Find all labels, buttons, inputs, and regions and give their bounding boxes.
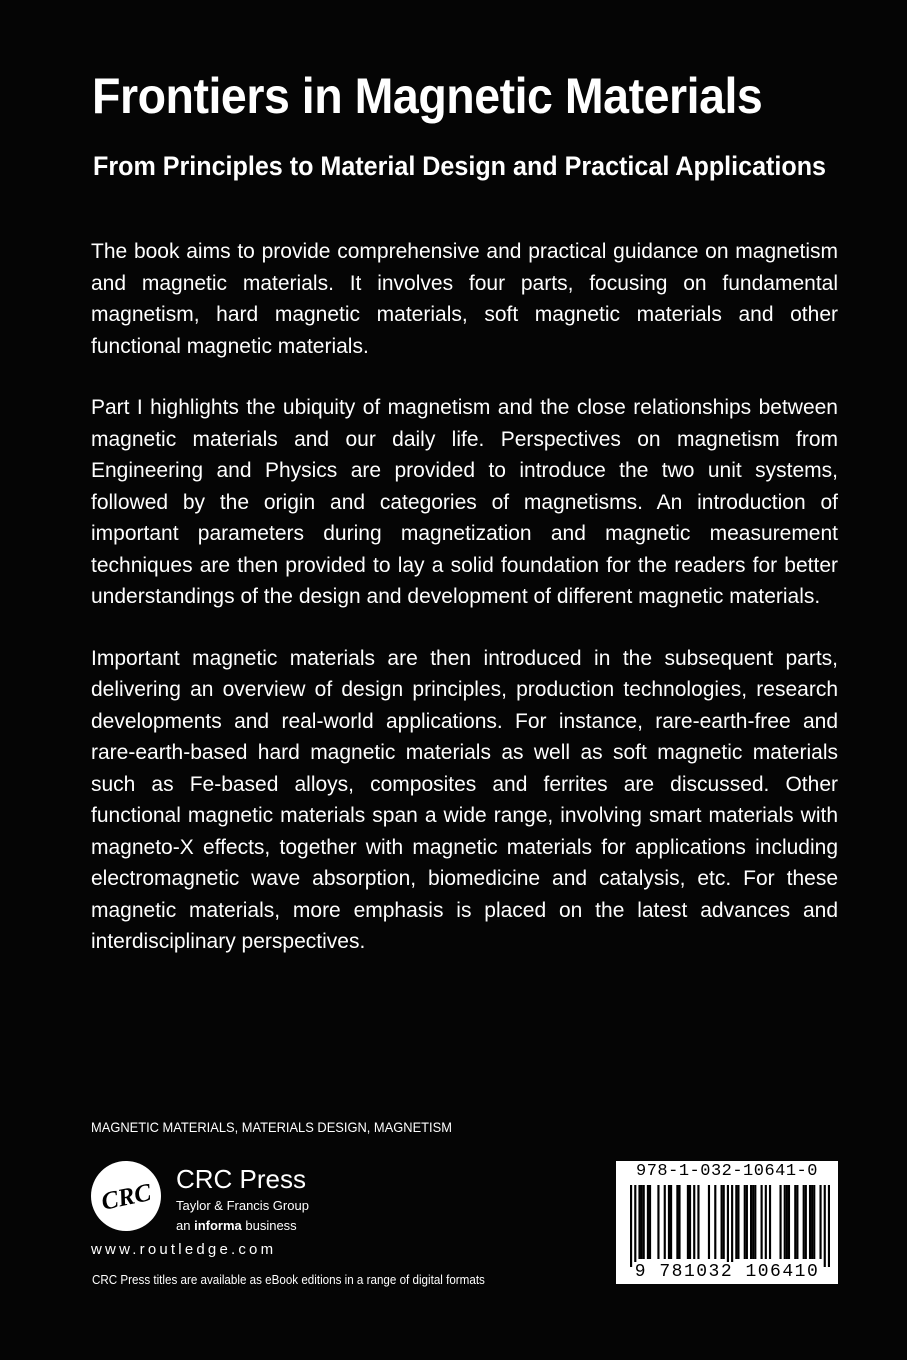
barcode-bar — [809, 1185, 811, 1259]
barcode-bar — [788, 1185, 790, 1259]
description-paragraph-1: The book aims to provide comprehensive and practical guidance on magnetism and magnetic materials. It involves four parts, focusing on fundamental magnetism, hard magnetic materials, soft magnetic materials and other functional magnetic materials. — [91, 240, 838, 358]
barcode-bar — [746, 1185, 748, 1259]
barcode-bar — [649, 1185, 651, 1259]
crc-logo-text: CRC — [99, 1179, 154, 1216]
barcode-bar — [689, 1185, 691, 1259]
publisher-website[interactable]: www.routledge.com — [91, 1241, 277, 1258]
book-subtitle: From Principles to Material Design and Practical Applications — [93, 151, 827, 181]
description-paragraph-2: Part I highlights the ubiquity of magnetism and the close relationships between magnetic materials and our daily life. Perspectives on magnetism from Engineering and Physics are provided to introduce the two unit systems, followed by the origin and categories of magnetisms. An introduction of important parameters during magnetization and magnetic measurement techniques are then provided to lay a solid foundation for the readers for better understandings of the design and development of different magnetic materials. — [91, 396, 838, 608]
barcode-bar — [786, 1185, 788, 1259]
publisher-business-line — [176, 1218, 297, 1234]
barcode-bar — [805, 1185, 807, 1259]
barcode-guard-bar — [731, 1185, 733, 1267]
isbn-hyphenated: 978-1-032-10641-0 — [636, 1162, 818, 1181]
barcode-bar — [676, 1185, 678, 1259]
barcode-guard-bar — [634, 1185, 636, 1267]
subject-keywords: MAGNETIC MATERIALS, MATERIALS DESIGN, MAGNETISM — [91, 1119, 452, 1135]
book-title: Frontiers in Magnetic Materials — [92, 68, 763, 124]
barcode-bar — [754, 1185, 756, 1259]
ean-digits-text: 9 781032 106410 — [634, 1262, 820, 1282]
barcode-guard-bar — [630, 1185, 632, 1267]
barcode-bar — [714, 1185, 716, 1259]
barcode-bar — [723, 1185, 725, 1259]
barcode-bar — [769, 1185, 771, 1259]
barcode-bar — [765, 1185, 767, 1259]
barcode-bar — [641, 1185, 643, 1259]
barcode-bar — [678, 1185, 680, 1259]
barcode-guard-bar — [727, 1185, 729, 1267]
barcode-bar — [687, 1185, 689, 1259]
barcode-bar — [803, 1185, 805, 1259]
barcode-bar — [735, 1185, 737, 1259]
barcode-bar — [721, 1185, 723, 1259]
barcode-bar — [796, 1185, 798, 1259]
barcode-bar — [819, 1185, 821, 1259]
barcode-guard-bar — [824, 1185, 826, 1267]
publisher-group: Taylor & Francis Group — [176, 1198, 309, 1213]
ean-digits — [616, 1262, 838, 1282]
barcode-bar — [708, 1185, 710, 1259]
barcode-bar — [670, 1185, 672, 1259]
description-paragraph-3: Important magnetic materials are then introduced in the subsequent parts, delivering an overview of design principles, production technologies, research developments and real-world applications. For instance, rare-earth-free and rare-earth-based hard magnetic materials as well as soft magnetic materials such as Fe-based alloys, composites and ferrites are discussed. Other functional magnetic materials span a wide range, involving smart materials with magneto-X effects, together with magnetic materials for applications including electromagnetic wave absorption, biomedicine and catalysis, etc. For these magnetic materials, more emphasis is placed on the latest advances and interdisciplinary perspectives. — [91, 646, 838, 953]
barcode-bar — [657, 1185, 659, 1259]
barcode-bar — [638, 1185, 640, 1259]
barcode-bar — [693, 1185, 695, 1259]
barcode-bar — [750, 1185, 752, 1259]
barcode-bar — [668, 1185, 670, 1259]
barcode-bar — [784, 1185, 786, 1259]
business-prefix: an — [176, 1218, 195, 1233]
barcode-bar — [664, 1185, 666, 1259]
isbn-barcode — [616, 1161, 838, 1284]
barcode-bar — [752, 1185, 754, 1259]
ebook-availability-note: CRC Press titles are available as eBook editions in a range of digital formats — [92, 1273, 485, 1287]
barcode-bars-icon — [630, 1185, 830, 1267]
barcode-bar — [647, 1185, 649, 1259]
barcode-bar — [737, 1185, 739, 1259]
barcode-bar — [794, 1185, 796, 1259]
book-description — [91, 236, 838, 988]
barcode-bar — [643, 1185, 645, 1259]
barcode-bar — [813, 1185, 815, 1259]
barcode-bar — [811, 1185, 813, 1259]
informa-brand: informa — [194, 1218, 242, 1233]
barcode-bar — [697, 1185, 699, 1259]
crc-logo-icon — [90, 1160, 162, 1232]
business-suffix: business — [241, 1218, 297, 1233]
publisher-name: CRC Press — [176, 1164, 307, 1194]
barcode-bar — [779, 1185, 781, 1259]
barcode-guard-bar — [828, 1185, 830, 1267]
barcode-bar — [744, 1185, 746, 1259]
barcode-bar — [761, 1185, 763, 1259]
